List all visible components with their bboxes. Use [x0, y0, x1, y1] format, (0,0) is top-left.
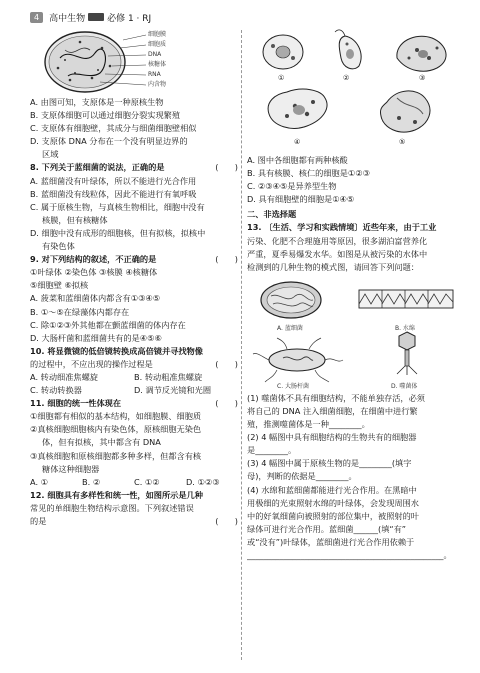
sub-question: 用极细的光束照射水绵的叶绿体，会发现周围水 — [247, 497, 419, 508]
question-text: 的是 — [30, 516, 47, 526]
sub-question: (2) 4 幅图中具有细胞结构的生物共有的细胞器 — [247, 432, 417, 443]
option-continued: 有染色体 — [42, 241, 75, 252]
fig-label-3: ③ — [419, 74, 426, 82]
q13-stem-cont: 检测到的几种生物的模式图，请回答下列问题： — [247, 261, 419, 272]
option: C. 除①②③外其他都在颤蓝细菌的体内存在 — [30, 319, 186, 330]
question-text: 9. 对下列结构的叙述，不正确的是 — [30, 254, 157, 265]
q10-stem: 10. 将显微镜的低倍镜转换成高倍镜并寻找物像 — [30, 345, 203, 356]
answer-blank: ( ) — [215, 162, 238, 173]
cell-3 — [397, 36, 446, 71]
q10-options-row — [30, 384, 238, 397]
option: A. 由图可知，支原体是一种原核生物 — [30, 97, 164, 107]
fig-label-ribosome: 核糖体 — [148, 61, 167, 68]
page-number: 4 — [30, 12, 43, 23]
option: D. 细胞中没有成形的细胞核，但有拟核，拟核中 — [30, 227, 206, 238]
structure-list: ①叶绿体 ②染色体 ③核膜 ④核糖体 — [30, 267, 158, 278]
sub-question: 或“没有”)叶绿体，蓝细菌进行光合作用依赖于 — [247, 536, 415, 547]
caption-c: C. 大肠杆菌 — [277, 382, 310, 390]
q12-stem: 12. 细胞具有多样性和统一性，如图所示是几种 — [30, 489, 203, 500]
cell-5 — [380, 91, 429, 132]
unicellular-diagram — [247, 28, 462, 154]
option: C. 转动转换器 — [30, 385, 82, 396]
cell-4 — [268, 89, 327, 128]
fig-label-inclusion: 内含物 — [148, 81, 167, 88]
option: C. 支原体有细胞壁，其成分与细菌细胞壁相似 — [30, 123, 197, 134]
q13-stem-cont: 严重，夏季易爆发水华。如图是从被污染的水体中 — [247, 248, 428, 259]
option: A. 图中各细胞都有两种核酸 — [247, 155, 348, 165]
unicellular-figure — [247, 28, 462, 154]
q8-stem — [30, 161, 238, 174]
series-label: 必修 1 · RJ — [107, 13, 152, 24]
cell-2 — [335, 30, 361, 69]
caption-d: D. 噬菌体 — [391, 382, 418, 390]
fig-label-4: ④ — [294, 138, 301, 146]
statement-continued: 糖体这种细胞器 — [42, 463, 100, 474]
statement: ①细胞都有相似的基本结构，如细胞膜、细胞质 — [30, 411, 202, 422]
cell-1 — [263, 35, 303, 69]
fig-label-5: ⑤ — [399, 138, 406, 146]
sub-question: 母)，判断的依据是________。 — [247, 471, 357, 482]
option: D. 大肠杆菌和蓝细菌共有的是④⑤⑥ — [30, 332, 162, 343]
q10-stem-cont — [30, 358, 238, 371]
answer-blank: ( ) — [215, 516, 238, 526]
question-text: 11. 细胞的统一性体现在 — [30, 398, 122, 409]
question-text: 8. 下列关于蓝细菌的说法，正确的是 — [30, 162, 165, 173]
sub-question: (1) 噬菌体不具有细胞结构，不能单独存活，必须 — [247, 392, 425, 403]
fig-label-1: ① — [278, 74, 285, 82]
option: A. 蓝细菌没有叶绿体，所以不能进行光合作用 — [30, 175, 197, 186]
logo-icon — [88, 13, 104, 21]
sub-question: 中的好氧细菌向被照射的部位集中，被照射的叶 — [247, 510, 419, 521]
option: A. 菠菜和蓝细菌体内都含有①③④⑤ — [30, 293, 161, 304]
structure-list: ⑤细胞壁 ⑥拟核 — [30, 280, 89, 291]
option: B. 转动粗准焦螺旋 — [134, 371, 203, 382]
option: B. 具有核膜、核仁的细胞是①②③ — [247, 168, 370, 179]
statement-continued: 体，但有拟核，其中都含有 DNA — [42, 437, 161, 448]
question-text: 的过程中，不应出现的操作过程是 — [30, 358, 153, 369]
sub-question: 将自己的 DNA 注入细菌细胞，在细菌中进行繁 — [247, 405, 418, 416]
option: D. 支原体 DNA 分布在一个没有明显边界的 — [30, 136, 188, 147]
right-column — [247, 28, 462, 562]
caption-a: A. 蓝细菌 — [277, 324, 303, 332]
option: D. 具有细胞壁的细胞是①④⑤ — [247, 194, 355, 205]
option: C. 属于原核生物，与真核生物相比，细胞中没有 — [30, 201, 205, 212]
fig-label-cytoplasm: 细胞质 — [148, 41, 167, 48]
option: A. ① — [30, 476, 49, 487]
option: B. ①～⑤在绿藻体内都存在 — [30, 306, 130, 317]
answer-line: ________________________________________________。 — [247, 549, 452, 560]
sub-question: 绿体可进行光合作用。蓝细菌______(填“有” — [247, 523, 407, 534]
mycoplasma-diagram — [30, 28, 238, 96]
answer-blank: ( ) — [215, 398, 238, 409]
book-title: 高中生物 — [49, 13, 86, 24]
caption-b: B. 水绵 — [395, 324, 415, 332]
answer-blank: ( ) — [215, 358, 238, 369]
option: D. 调节反光镜和光圈 — [134, 385, 212, 396]
q9-stem — [30, 253, 238, 266]
mycoplasma-figure — [30, 28, 238, 96]
option: A. 转动细准焦螺旋 — [30, 371, 98, 382]
sub-question: (4) 水绵和蓝细菌都能进行光合作用。在黑暗中 — [247, 484, 417, 495]
page-header — [30, 8, 151, 26]
fig-label-rna: RNA — [148, 71, 161, 78]
sub-question: 殖，推测噬菌体是一种________。 — [247, 419, 370, 430]
section-heading: 二、非选择题 — [247, 209, 297, 220]
q11-stem — [30, 397, 238, 410]
column-divider — [241, 30, 242, 660]
q12-stem-last — [30, 515, 238, 528]
left-column — [30, 28, 238, 528]
answer-blank: ( ) — [215, 254, 238, 265]
sub-question: (3) 4 幅图中属于原核生物的是________(填字 — [247, 458, 412, 469]
q7-options — [30, 96, 238, 161]
option: C. ②③④⑤是异养型生物 — [247, 181, 337, 192]
option: B. 蓝细菌没有线粒体，因此不能进行有氧呼吸 — [30, 188, 197, 199]
option-continued: 核膜，但有核糖体 — [42, 214, 108, 225]
q11-options-row — [30, 476, 238, 489]
q12-stem-cont: 常见的单细胞生物结构示意图。下列叙述错误 — [30, 502, 194, 513]
sub-question: 是________。 — [247, 445, 297, 456]
option: B. ② — [82, 476, 101, 487]
q13-stem-cont: 污染、化肥不合理施用等原因，很多湖泊富营养化 — [247, 235, 428, 246]
option-continued: 区域 — [42, 149, 59, 160]
option: D. ①②③ — [186, 476, 220, 487]
option: B. 支原体细胞可以通过细胞分裂实现繁殖 — [30, 110, 181, 121]
q13-stem: 13. 〔生活、学习和实践情境〕近些年来，由于工业 — [247, 222, 437, 233]
statement: ②真核细胞细胞核内有染色体，原核细胞无染色 — [30, 424, 202, 435]
organisms-figure — [247, 274, 462, 392]
option: C. ①② — [134, 476, 160, 487]
fig-label-membrane: 细胞膜 — [148, 31, 167, 38]
fig-label-dna: DNA — [148, 51, 162, 58]
q10-options-row — [30, 371, 238, 384]
statement: ③真核细胞和原核细胞都多种多样，但都含有核 — [30, 450, 202, 461]
fig-label-2: ② — [343, 74, 350, 82]
